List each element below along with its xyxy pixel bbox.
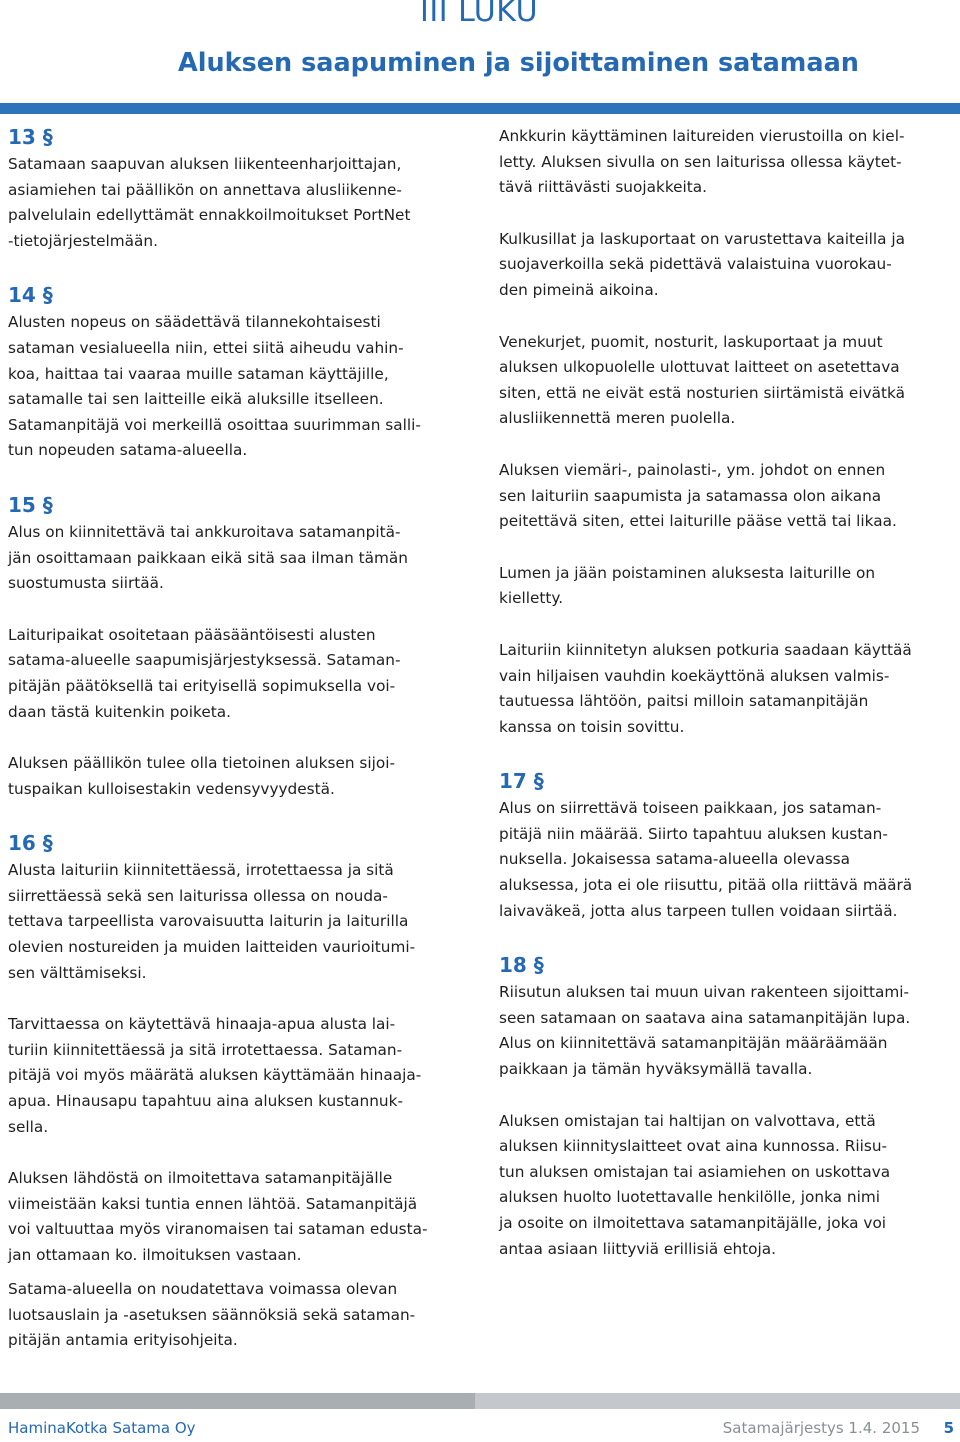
section-heading-16: 16 § xyxy=(8,831,53,856)
section-heading-14: 14 § xyxy=(8,283,53,308)
section-16-cont-paragraph-3: Venekurjet, puomit, nosturit, laskuportaat ja muut aluksen ulkopuolelle ulottuvat laitteet on asetettava siten, että ne eivät estä nosturien siirtämistä eivätkä alusliikennettä meren puolella. xyxy=(499,332,905,428)
section-15-paragraph-3: Aluksen päällikön tulee olla tietoinen aluksen sijoi- tuspaikan kulloisestakin vedensyvyydestä. xyxy=(8,754,396,798)
section-16-cont-paragraph-1: Ankkurin käyttäminen laitureiden vierustoilla on kiel- letty. Aluksen sivulla on sen laiturissa ollessa käytet- tävä riittävästi suojakkeita. xyxy=(499,127,905,197)
left-column-bottom xyxy=(8,1277,478,1354)
page-number: 5 xyxy=(943,1419,954,1437)
section-15-paragraph-2: Laituripaikat osoitetaan pääsääntöisesti alusten satama-alueelle saapumisjärjestyksessä. Sataman- pitäjän päätöksellä tai erityisellä sopimuksella voi- daan tästä kuitenkin poiketa. xyxy=(8,625,401,721)
section-16-paragraph-4: Satama-alueella on noudatettava voimassa olevan luotsauslain ja -asetuksen säännöksiä sekä sataman- pitäjän antamia erityisohjeita. xyxy=(8,1280,416,1350)
footer-company: HaminaKotka Satama Oy xyxy=(8,1419,196,1437)
section-heading-15: 15 § xyxy=(8,492,53,517)
page-footer xyxy=(8,1419,954,1441)
page-title: Aluksen saapuminen ja sijoittaminen satamaan xyxy=(178,48,859,78)
section-heading-13: 13 § xyxy=(8,125,53,149)
section-18-paragraph-1: Riisutun aluksen tai muun uivan rakenteen sijoittami- seen satamaan on saatava aina satamanpitäjän lupa. Alus on kiinnitettävä satamanpitäjän määräämään paikkaan ja tämän hyväksymällä tavalla. xyxy=(499,983,911,1079)
left-column xyxy=(8,122,468,1269)
section-18-paragraph-2: Aluksen omistajan tai haltijan on valvottava, että aluksen kiinnityslaitteet ovat aina kunnossa. Riisu- tun aluksen omistajan tai asiamiehen on uskottava aluksen huolto luotettavalle henkilölle, jonka nimi ja osoite on ilmoitettava satamanpitäjälle, joka voi antaa asiaan liittyviä erillisiä ehtoja. xyxy=(499,1111,891,1258)
footer-bar-accent xyxy=(0,1393,475,1409)
section-15-paragraph-1: Alus on kiinnitettävä tai ankkuroitava satamanpitä- jän osoittamaan paikkaan eikä sitä saa ilman tämän suostumusta siirtää. xyxy=(8,522,408,593)
section-13-paragraph: Satamaan saapuvan aluksen liikenteenharjoittajan, asiamiehen tai päällikön on annettava alusliikenne- palvelulain edellyttämät ennakkoilmoitukset PortNet -tietojärjestelmään. xyxy=(8,155,411,250)
section-17-paragraph: Alus on siirrettävä toiseen paikkaan, jos sataman- pitäjä niin määrää. Siirto tapahtuu aluksen kustan- nuksella. Jokaisessa satama-alueella olevassa aluksessa, jota ei ole riisuttu, pitää olla riittävä määrä laivaväkeä, jotta alus tarpeen tullen voidaan siirtää. xyxy=(499,799,913,920)
chapter-label: III LUKU xyxy=(420,0,539,29)
right-column xyxy=(499,124,959,1262)
section-16-cont-paragraph-6: Laituriin kiinnitetyn aluksen potkuria saadaan käyttää vain hiljaisen vauhdin koekäyttönä aluksen valmis- tautuessa lähtöön, paitsi milloin satamanpitäjän kanssa on toisin sovittu. xyxy=(499,640,912,736)
section-16-cont-paragraph-2: Kulkusillat ja laskuportaat on varustettava kaiteilla ja suojaverkoilla sekä pidettävä valaistuina vuorokau- den pimeinä aikoina. xyxy=(499,229,905,299)
section-16-paragraph-2: Tarvittaessa on käytettävä hinaaja-apua alusta lai- turiin kiinnitettäessä ja sitä irrotettaessa. Sataman- pitäjä voi myös määrätä aluksen käyttämään hinaaja- apua. Hinausapu tapahtuu aina aluksen kustannuk- sella. xyxy=(8,1015,422,1136)
section-heading-18: 18 § xyxy=(499,953,544,978)
section-16-paragraph-3: Aluksen lähdöstä on ilmoitettava satamanpitäjälle viimeistään kaksi tuntia ennen lähtöä. Satamanpitäjä voi valtuuttaa myös viranomaisen tai sataman edusta- jan ottamaan ko. ilmoituksen vastaan. xyxy=(8,1169,428,1264)
section-heading-17: 17 § xyxy=(499,769,544,794)
section-14-paragraph: Alusten nopeus on säädettävä tilannekohtaisesti sataman vesialueella niin, ettei siitä aiheudu vahin- koa, haittaa tai vaaraa muille sataman käyttäjille, satamalle tai sen laitteille eikä aluksille itselleen. Satamanpitäjä voi merkeillä osoittaa suurimman salli- tun nopeuden satama-alueella. xyxy=(8,313,421,460)
header-divider-bar xyxy=(0,103,960,114)
section-16-paragraph-1: Alusta laituriin kiinnitettäessä, irrotettaessa ja sitä siirrettäessä sekä sen laiturissa ollessa on nouda- tettava tarpeellista varovaisuutta laiturin ja laiturilla olevien nostureiden ja muiden laitteiden vaurioitumi- sen välttämiseksi. xyxy=(8,861,416,982)
section-16-cont-paragraph-5: Lumen ja jään poistaminen aluksesta laiturille on kielletty. xyxy=(499,563,876,608)
footer-document-reference: Satamajärjestys 1.4. 2015 xyxy=(722,1419,920,1437)
section-16-cont-paragraph-4: Aluksen viemäri-, painolasti-, ym. johdot on ennen sen laituriin saapumista ja satamassa olon aikana peitettävä siten, ettei laiturille pääse vettä tai likaa. xyxy=(499,460,897,531)
